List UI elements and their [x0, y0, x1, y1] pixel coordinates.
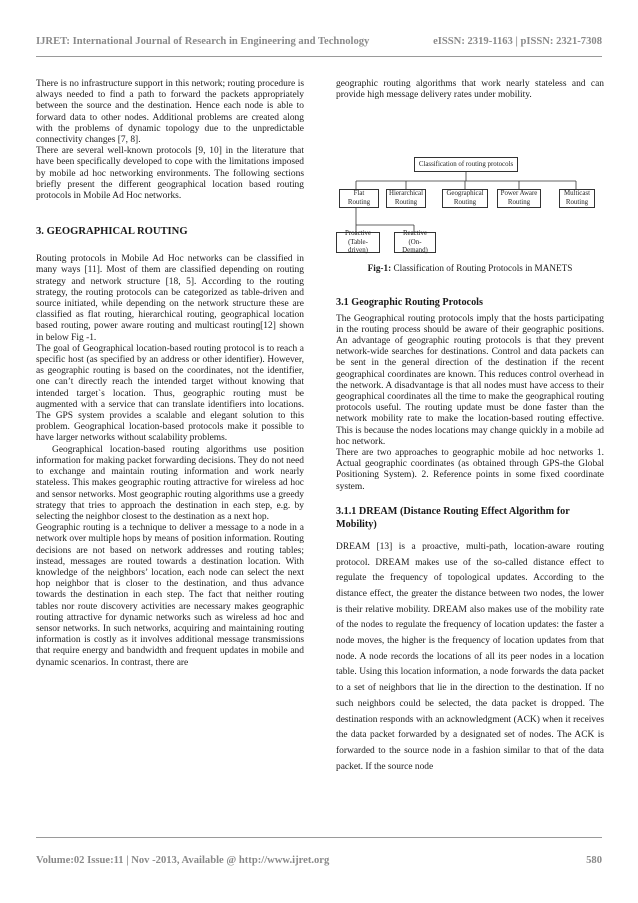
node-classification-root: Classification of routing protocols — [414, 157, 518, 172]
paragraph: Geographic routing is a technique to deliver a message to a node in a network over multiple hops by means of position information. Routing decisions are not based on network addresses and routing tables; instead, messages are routed towards a destination location. With knowledge of the neighbors’ location, each node can select the next hop neighbor that is closer to the destination, and thus advance towards the destination in each step. The fact that neither routing tables nor route discovery activities are necessary makes geographic routing attractive for dynamic networks such as wireless ad hoc and sensor networks. In such networks, acquiring and maintaining routing information is costly as it involves additional message transmissions that require energy and bandwidth and frequent updates in mobile and dynamic scenarios. In contrast, there are — [36, 523, 304, 668]
paragraph: Routing protocols in Mobile Ad Hoc networks can be classified in many ways [11]. Most of them are classified depending on routing strategy and network structure [18, 5]. According to the routing strategy, the routing protocols can be categorized as table-driven and source initiated, while depending on the network structure these are classified as flat routing, hierarchical routing, geographical location based routing, power aware routing and multicast routing[12] shown in below Fig -1. — [36, 254, 304, 343]
paragraph: There are two approaches to geographic mobile ad hoc networks 1. Actual geographic coordinates (as obtained through GPS-the Global Positioning System). 2. Reference points in some fixed coordinate system. — [336, 448, 604, 492]
paragraph: The Geographical routing protocols imply that the hosts participating in the routing process should be aware of their geographic positions. An advantage of geographic routing protocols is that they prevent network-wide searches for destinations. Control and data packets can be sent in the general direction of the destination if the recent geographical coordinates are known. This reduces control overhead in the network. A disadvantage is that all nodes must have access to their geographical coordinates all the time to make the geographical routing protocols useful. The routing update must be done faster than the network mobility rate to make the location-based routing effective. This is because the nodes locations may change quickly in a mobile ad hoc network. — [336, 313, 604, 447]
classification-figure — [336, 119, 604, 257]
page-number: 580 — [586, 855, 602, 866]
paragraph: Geographical location-based routing algorithms use position information for making packet forwarding decisions. They do not need to exchange and maintain routing information and work nearly stateless. This makes geographic routing attractive for wireless ad hoc and sensor networks. Most geographic routing algorithms use a greedy strategy that tries to approach the destination in each step, e.g. by selecting the neighbor closest to the destination as a next hop. — [36, 444, 304, 522]
caption-label: Fig-1: — [367, 263, 392, 274]
left-column — [36, 79, 304, 669]
subsubsection-heading: 3.1.1 DREAM (Distance Routing Effect Algorithm for Mobility) — [336, 505, 570, 530]
right-column — [336, 79, 604, 775]
page-footer — [36, 855, 602, 866]
paragraph: DREAM [13] is a proactive, multi-path, location-aware routing protocol. DREAM makes use of the so-called distance effect to regulate the frequency of topological updates. According to the distance effect, the greater the distance between two nodes, the lower is their relative mobility. DREAM also makes use of the mobility rate of the nodes to regulate the frequency of location updates: the faster a node moves, the higher is the frequency of location updates from that node. A node records the locations of all its peer nodes in a location table. Using this location information, a node forwards the data packet to a set of neighbors that lie in the direction to the destination. If no such neighbors could be selected, the data packet is dropped. The destination responds with an acknowledgment (ACK) when it receives the data packet forwarded by a designated set of nodes. The ACK is forwarded to the source node in a fashion similar to that of the data packet. If the source node — [336, 541, 604, 772]
paragraph: The goal of Geographical location-based routing protocol is to reach a specific host (as specified by an address or other identifier). However, as geographic routing is based on the coordinates, not the identifier, one can’t directly reach the intended target without knowing that intended target`s location. Thus, geographic routing must be augmented with a service that can translate identifiers into locations. The GPS system provides a scalable and elegant solution to this problem. Geographical location-based protocols make it possible to have larger networks without scalability problems. — [36, 343, 304, 444]
node-hierarchical-routing: Hierarchical Routing — [386, 189, 426, 208]
paragraph: There are several well-known protocols [9, 10] in the literature that have been specifically developed to cope with the limitations imposed by mobile ad hoc networking environments. The following sections briefly present the different geographical location based routing protocols in Mobile Ad Hoc networks. — [36, 146, 304, 202]
node-flat-routing: Flat Routing — [339, 189, 379, 208]
node-proactive: Proactive (Table-driven) — [336, 232, 380, 253]
node-multicast-routing: Multicast Routing — [559, 189, 595, 208]
issn-info: eISSN: 2319-1163 | pISSN: 2321-7308 — [433, 36, 602, 47]
paragraph: There is no infrastructure support in this network; routing procedure is always needed to find a path to forward the packets appropriately between the source and the destination. Hence each node is able to forward data to other nodes. Additional problems are created along with the problems of dynamic topology due to the unpredictable connectivity changes [7, 8]. — [36, 79, 304, 146]
volume-info: Volume:02 Issue:11 | Nov -2013, Available @ http://www.ijret.org — [36, 855, 330, 866]
caption-text: Classification of Routing Protocols in MANETS — [393, 263, 573, 274]
node-power-aware-routing: Power Aware Routing — [497, 189, 541, 208]
figure-caption — [336, 263, 604, 274]
page-header — [36, 36, 602, 47]
footer-divider — [36, 837, 602, 838]
section-heading: 3. GEOGRAPHICAL ROUTING — [36, 226, 188, 238]
node-geographical-routing: Geographical Routing — [442, 189, 488, 208]
paragraph: geographic routing algorithms that work nearly stateless and can provide high message delivery rates under mobility. — [336, 79, 604, 101]
journal-title: IJRET: International Journal of Research in Engineering and Technology — [36, 36, 370, 47]
header-divider — [36, 56, 602, 57]
subsection-heading: 3.1 Geographic Routing Protocols — [336, 296, 483, 308]
node-reactive: Reactive (On-Demand) — [394, 232, 436, 253]
